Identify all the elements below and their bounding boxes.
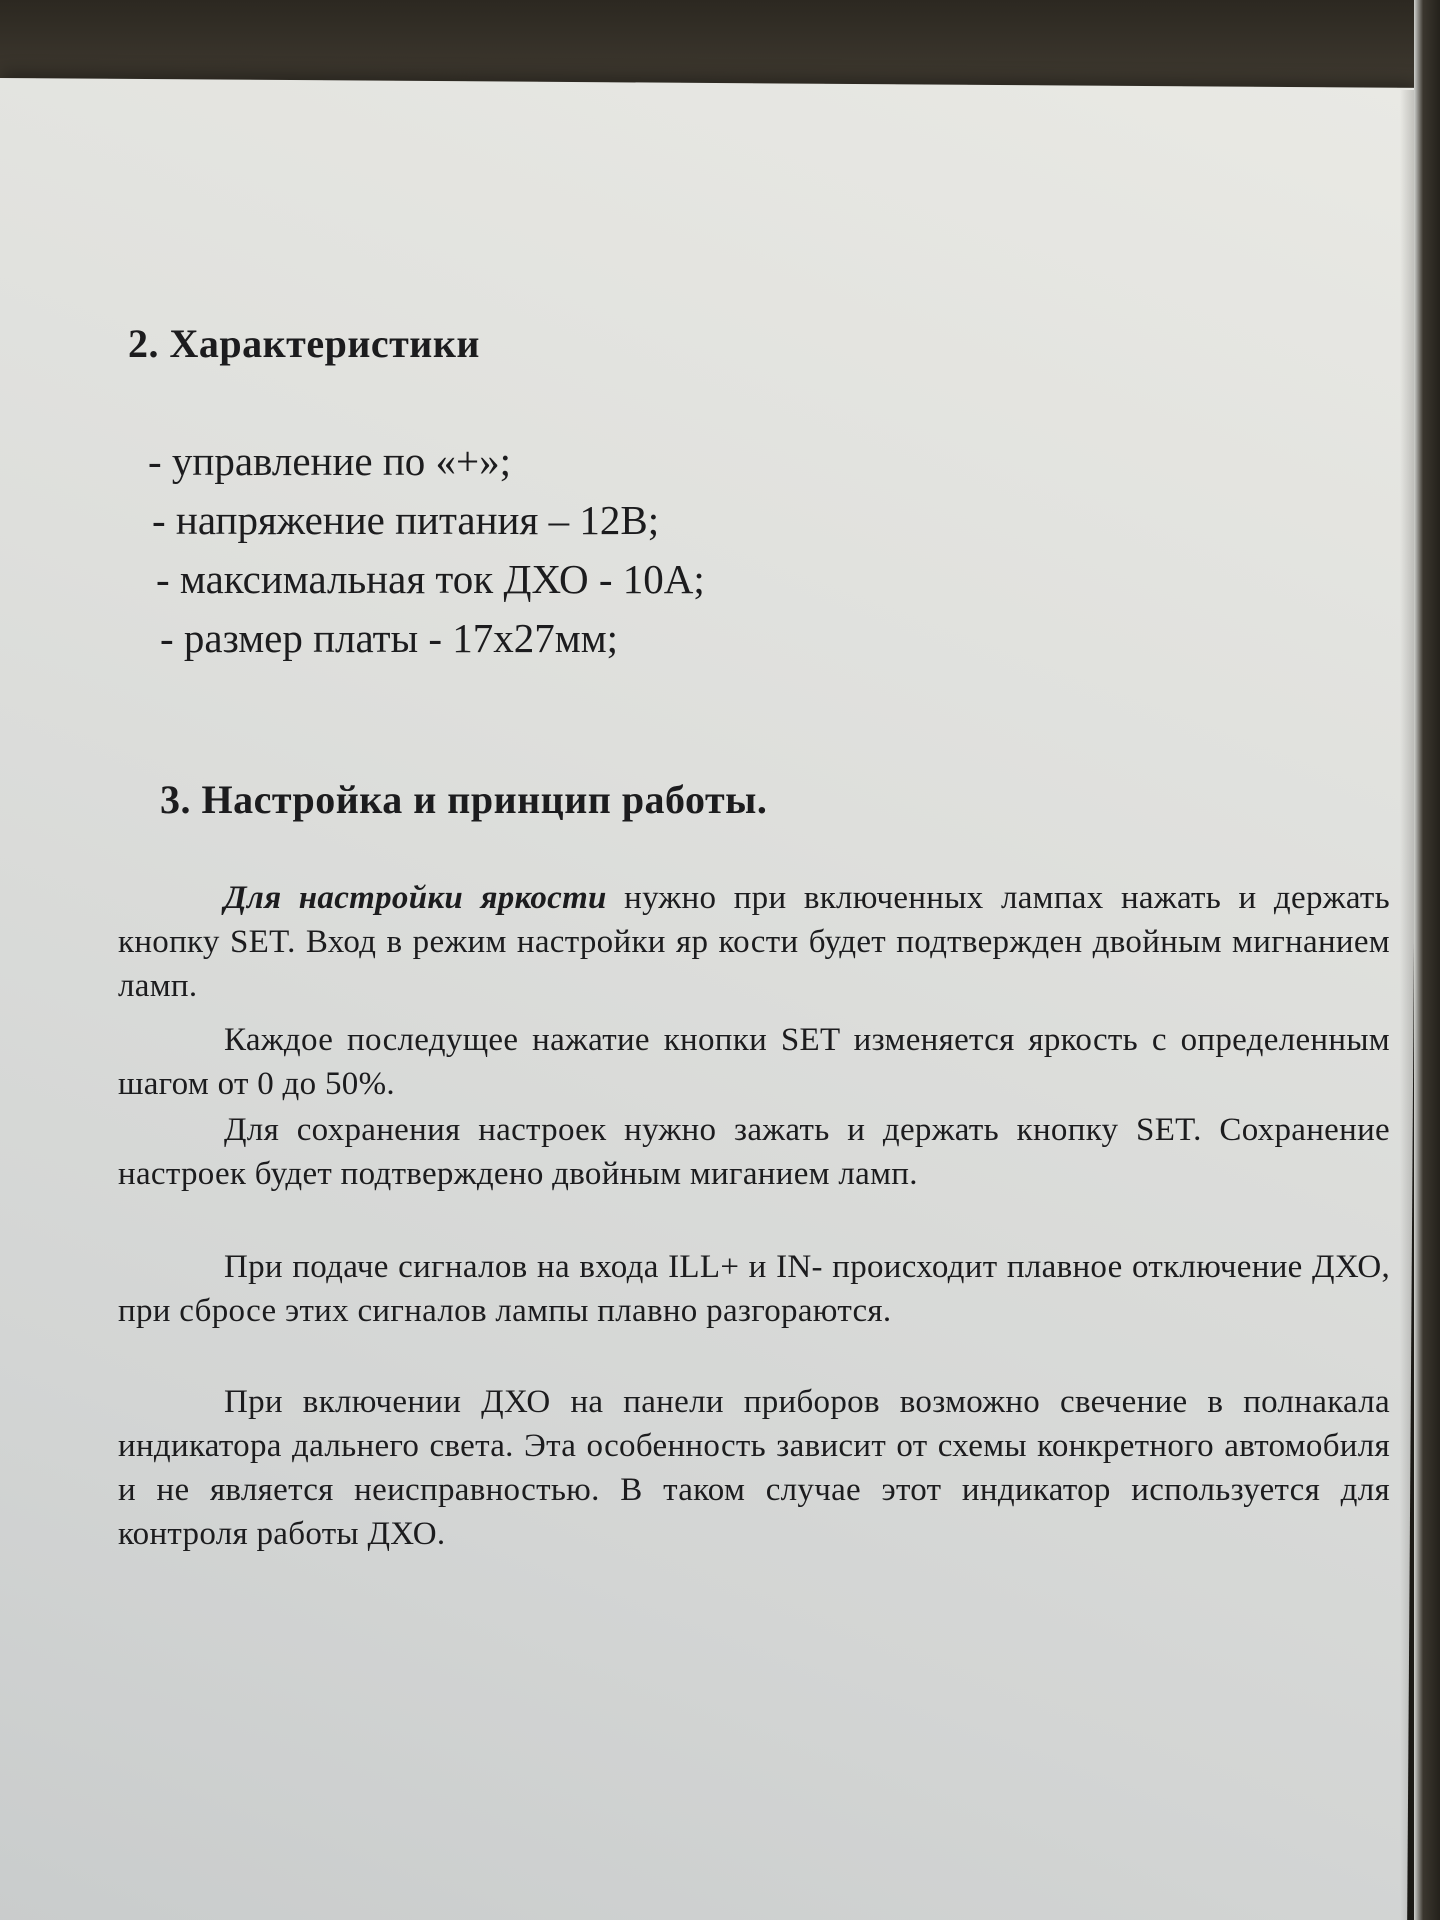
- spec-max-current: - максимальная ток ДХО - 10А;: [156, 556, 705, 602]
- paragraph-save-settings: Для сохранения настроек нужно зажать и держать кнопку SET. Сохранение настроек будет подтверждено двойным миганием ламп.: [118, 1112, 1390, 1192]
- paragraph-brightness-setup: [118, 876, 1390, 1008]
- paragraph-brightness-step: Каждое последущее нажатие кнопки SET изменяется яркость с определенным шагом от 0 до 50%.: [118, 1022, 1390, 1102]
- spec-board-size: - размер платы - 17х27мм;: [160, 615, 619, 661]
- specifications-list: [148, 432, 705, 668]
- spec-voltage: - напряжение питания – 12В;: [152, 497, 660, 543]
- section-2-heading: 2. Характеристики: [128, 321, 480, 366]
- paragraph-input-signals: При подаче сигналов на входа ILL+ и IN- происходит плавное отключение ДХО, при сбросе этих сигналов лампы плавно разгораются.: [118, 1249, 1390, 1329]
- brightness-setup-text: нужно при включенных лампах нажать и держать кнопку SET. Вход в режим настройки яр кости будет подтвержден двойным мигнанием ламп.: [118, 880, 1391, 1004]
- spec-control: - управление по «+»;: [148, 438, 512, 484]
- section-3-heading: 3. Настройка и принцип работы.: [160, 777, 768, 822]
- paragraph-indicator-note: При включении ДХО на панели приборов возможно свечение в полнакала индикатора дальнего света. Эта особенность зависит от схемы конкретного автомобиля и не является неисправностью. В таком случае этот индикатор используется для контроля работы ДХО.: [118, 1384, 1390, 1552]
- brightness-setup-emphasis: Для настройки яркости: [224, 880, 607, 916]
